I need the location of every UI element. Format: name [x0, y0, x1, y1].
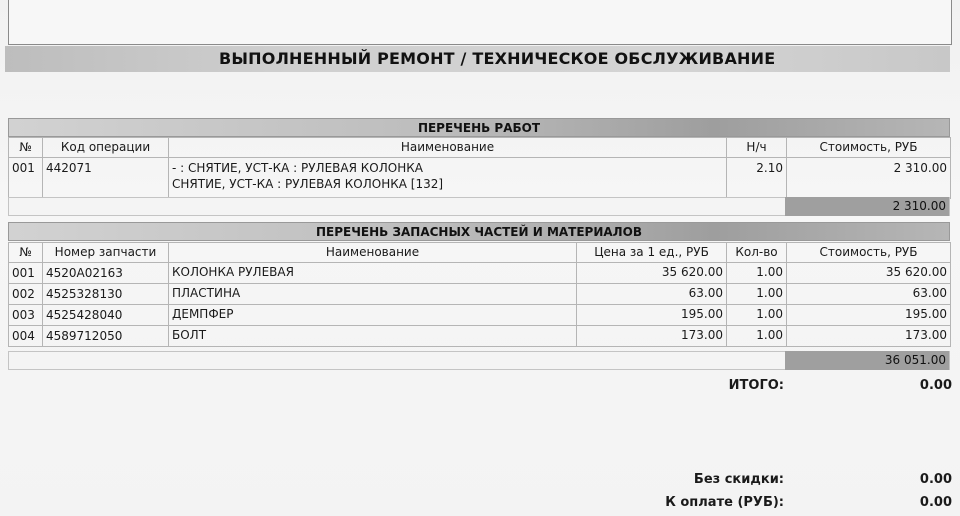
parts-header-num: № — [9, 243, 43, 263]
parts-row-part-no: 4589712050 — [43, 326, 169, 347]
parts-subtotal: 36 051.00 — [785, 351, 949, 370]
parts-row-name: ДЕМПФЕР — [169, 305, 577, 326]
parts-row-unit-price: 173.00 — [577, 326, 727, 347]
works-header-row — [9, 138, 951, 158]
document-title-text: ВЫПОЛНЕННЫЙ РЕМОНТ / ТЕХНИЧЕСКОЕ ОБСЛУЖИВАНИЕ — [219, 49, 776, 68]
works-table — [8, 137, 951, 199]
parts-header-cost: Стоимость, РУБ — [787, 243, 951, 263]
parts-row-cost: 195.00 — [787, 305, 951, 326]
works-header-name: Наименование — [169, 138, 727, 158]
parts-row-name: КОЛОНКА РУЛЕВАЯ — [169, 263, 577, 284]
parts-row-name: БОЛТ — [169, 326, 577, 347]
parts-header-qty: Кол-во — [727, 243, 787, 263]
parts-row — [9, 263, 951, 284]
parts-row — [9, 305, 951, 326]
parts-row-cost: 173.00 — [787, 326, 951, 347]
parts-row-qty: 1.00 — [727, 284, 787, 305]
works-header-num: № — [9, 138, 43, 158]
parts-section-title: ПЕРЕЧЕНЬ ЗАПАСНЫХ ЧАСТЕЙ И МАТЕРИАЛОВ — [8, 222, 950, 241]
works-subtotal-row — [8, 197, 950, 216]
total-value: 0.00 — [919, 378, 952, 393]
parts-row-name: ПЛАСТИНА — [169, 284, 577, 305]
parts-row-qty: 1.00 — [727, 305, 787, 326]
parts-header-part-no: Номер запчасти — [43, 243, 169, 263]
works-row-num: 001 — [9, 158, 43, 199]
parts-row-unit-price: 35 620.00 — [577, 263, 727, 284]
works-header-hours: Н/ч — [727, 138, 787, 158]
parts-row-qty: 1.00 — [727, 326, 787, 347]
no-discount-value: 0.00 — [919, 472, 952, 487]
works-section-title: ПЕРЕЧЕНЬ РАБОТ — [8, 118, 950, 137]
works-row-hours: 2.10 — [727, 158, 787, 199]
parts-subtotal-row — [8, 351, 950, 370]
parts-row-cost: 35 620.00 — [787, 263, 951, 284]
parts-header-name: Наименование — [169, 243, 577, 263]
works-header-code: Код операции — [43, 138, 169, 158]
works-row — [9, 158, 951, 199]
parts-header-unit-price: Цена за 1 ед., РУБ — [577, 243, 727, 263]
parts-row — [9, 284, 951, 305]
works-subtotal: 2 310.00 — [785, 197, 949, 216]
parts-row-cost: 63.00 — [787, 284, 951, 305]
works-row-name-line2: СНЯТИЕ, УСТ-КА : РУЛЕВАЯ КОЛОНКА [132] — [172, 177, 444, 191]
parts-row — [9, 326, 951, 347]
parts-row-part-no: 4525428040 — [43, 305, 169, 326]
works-header-cost: Стоимость, РУБ — [787, 138, 951, 158]
works-row-cost: 2 310.00 — [787, 158, 951, 199]
works-row-name-line1: - : СНЯТИЕ, УСТ-КА : РУЛЕВАЯ КОЛОНКА — [172, 161, 423, 175]
parts-row-part-no: 4520A02163 — [43, 263, 169, 284]
parts-row-num: 004 — [9, 326, 43, 347]
parts-header-row — [9, 243, 951, 263]
works-row-code: 442071 — [43, 158, 169, 199]
document-title — [5, 46, 950, 72]
parts-row-unit-price: 195.00 — [577, 305, 727, 326]
parts-row-num: 002 — [9, 284, 43, 305]
works-row-name — [169, 158, 727, 199]
total-label: ИТОГО: — [728, 378, 784, 393]
parts-row-unit-price: 63.00 — [577, 284, 727, 305]
to-pay-label: К оплате (РУБ): — [665, 495, 784, 510]
parts-row-num: 003 — [9, 305, 43, 326]
to-pay-value: 0.00 — [919, 495, 952, 510]
parts-table — [8, 242, 951, 347]
parts-row-part-no: 4525328130 — [43, 284, 169, 305]
top-frame — [8, 0, 952, 45]
no-discount-label: Без скидки: — [693, 472, 784, 487]
parts-row-num: 001 — [9, 263, 43, 284]
parts-row-qty: 1.00 — [727, 263, 787, 284]
